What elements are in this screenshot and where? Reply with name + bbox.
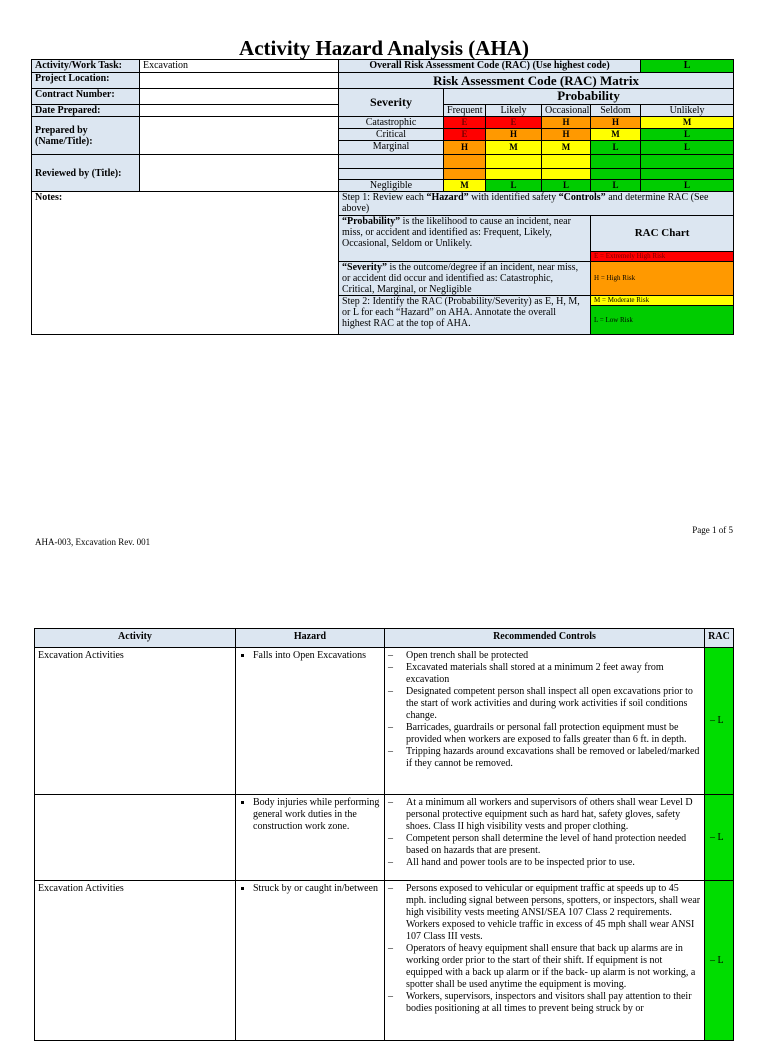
col-controls: Recommended Controls xyxy=(385,629,705,648)
overall-rac-value[interactable]: L xyxy=(641,60,734,73)
rac-cell: M xyxy=(641,117,734,129)
col-hazard: Hazard xyxy=(236,629,385,648)
table-row xyxy=(35,881,734,1041)
rac-cell: E xyxy=(444,117,486,129)
control-item: – Tripping hazards around excavations shall be removed or labeled/marked if they cannot be removed. xyxy=(406,746,701,770)
contract-value[interactable] xyxy=(140,89,339,105)
hazard-item: ▪ Struck by or caught in/between xyxy=(253,883,381,895)
table-row xyxy=(35,795,734,881)
prob-unlikely: Unlikely xyxy=(641,105,734,117)
overall-rac-label: Overall Risk Assessment Code (RAC) (Use highest code) xyxy=(339,60,641,73)
activity-cell: Excavation Activities xyxy=(35,648,236,795)
activity-cell xyxy=(35,795,236,881)
prob-seldom: Seldom xyxy=(591,105,641,117)
prepared-value[interactable] xyxy=(140,117,339,155)
rac-cell: L xyxy=(591,141,641,155)
control-item: – Operators of heavy equipment shall ensure that back up alarms are in working order prior to the start of their shift. If equipment is not equipped with a back up alarm or if the back- up alarm is not working, a spotter shall be used anytime the equipment is moving. xyxy=(406,943,701,991)
reviewed-value[interactable] xyxy=(140,155,339,192)
rac-cell: L xyxy=(486,180,542,192)
instruction-step1: Step 1: Review each “Hazard” with identified safety “Controls” and determine RAC (See above) xyxy=(339,192,734,216)
hazard-table xyxy=(34,628,734,1041)
rac-value: – L xyxy=(705,881,734,1041)
legend-high: H = High Risk xyxy=(591,262,734,296)
document-title: Activity Hazard Analysis (AHA) xyxy=(239,36,529,60)
rac-cell: H xyxy=(444,141,486,155)
probability-header: Probability xyxy=(444,89,734,105)
control-item: – Barricades, guardrails or personal fall protection equipment must be provided when workers are exposed to falls greater than 6 ft. in depth. xyxy=(406,722,701,746)
control-item: – Open trench shall be protected xyxy=(406,650,701,662)
reviewed-label: Reviewed by (Title): xyxy=(32,155,140,192)
severity-critical: Critical xyxy=(339,129,444,141)
date-value[interactable] xyxy=(140,105,339,117)
control-item: – All hand and power tools are to be inspected prior to use. xyxy=(406,857,701,869)
matrix-title: Risk Assessment Code (RAC) Matrix xyxy=(339,73,734,89)
table-row xyxy=(35,648,734,795)
activity-cell: Excavation Activities xyxy=(35,881,236,1041)
legend-low: L = Low Risk xyxy=(591,306,733,334)
control-item: – Persons exposed to vehicular or equipment traffic at speeds up to 45 mph. including signal between persons, spotters, or inspectors, shall wear high visibility vests meeting ANSI/SEA 107 Class 2 requirements. Workers exposed to vehicle traffic in excess of 45 mph shall wear ANSI 107 Class III vests. xyxy=(406,883,701,943)
activity-label: Activity/Work Task: xyxy=(32,60,140,73)
rac-cell: L xyxy=(641,141,734,155)
notes-field[interactable]: Notes: xyxy=(32,192,339,335)
prob-likely: Likely xyxy=(486,105,542,117)
prepared-label: Prepared by (Name/Title): xyxy=(32,117,140,155)
rac-cell: L xyxy=(641,129,734,141)
col-activity: Activity xyxy=(35,629,236,648)
rac-chart-label: RAC Chart xyxy=(591,216,734,252)
project-location-value[interactable] xyxy=(140,73,339,89)
rac-cell: M xyxy=(486,141,542,155)
rac-cell: H xyxy=(591,117,641,129)
severity-negligible: Negligible xyxy=(339,180,444,192)
rac-cell: E xyxy=(444,129,486,141)
date-label: Date Prepared: xyxy=(32,105,140,117)
legend-moderate: M = Moderate Risk xyxy=(591,296,733,306)
rac-cell: H xyxy=(542,117,591,129)
hazard-item: ▪ Falls into Open Excavations xyxy=(253,650,381,662)
prob-frequent: Frequent xyxy=(444,105,486,117)
control-item: – Competent person shall determine the level of hand protection needed based on hazards that are present. xyxy=(406,833,701,857)
severity-definition: “Severity” is the outcome/degree if an incident, near miss, or accident did occur and identified as: Catastrophic, Critical, Marginal, or Negligible xyxy=(339,262,591,296)
control-item: – Designated competent person shall inspect all open excavations prior to the start of work activities and during work activities if soil conditions change. xyxy=(406,686,701,722)
rac-cell: M xyxy=(591,129,641,141)
instruction-step2: Step 2: Identify the RAC (Probability/Severity) as E, H, M, or L for each “Hazard” on AHA. Annotate the overall highest RAC at the top of AHA. xyxy=(339,296,591,335)
control-item: – Excavated materials shall stored at a minimum 2 feet away from excavation xyxy=(406,662,701,686)
rac-cell: M xyxy=(542,141,591,155)
legend-extremely-high: E = Extremely High Risk xyxy=(591,252,734,262)
page-number: Page 1 of 5 xyxy=(692,525,733,535)
severity-header: Severity xyxy=(339,89,444,117)
rac-cell: H xyxy=(486,129,542,141)
rac-value: – L xyxy=(705,648,734,795)
prob-occasional: Occasional xyxy=(542,105,591,117)
control-item: – Workers, supervisors, inspectors and visitors shall pay attention to their bodies positioning at all times to prevent being struck by or xyxy=(406,991,701,1015)
rac-cell: L xyxy=(641,180,734,192)
project-location-label: Project Location: xyxy=(32,73,140,89)
rac-cell: M xyxy=(444,180,486,192)
control-item: – At a minimum all workers and supervisors of others shall wear Level D personal protective equipment such as hard hat, safety gloves, safety shoes. Class II high visibility vests and proper clothing. xyxy=(406,797,701,833)
severity-marginal: Marginal xyxy=(339,141,444,155)
hazard-item: ▪ Body injuries while performing general work duties in the construction work zone. xyxy=(253,797,381,833)
rac-cell: L xyxy=(542,180,591,192)
rac-cell: H xyxy=(542,129,591,141)
rac-value: – L xyxy=(705,795,734,881)
rac-cell: L xyxy=(591,180,641,192)
severity-catastrophic: Catastrophic xyxy=(339,117,444,129)
probability-definition: “Probability” is the likelihood to cause an incident, near miss, or accident and identified as: Frequent, Likely, Occasional, Seldom or Unlikely. xyxy=(339,216,591,262)
document-id: AHA-003, Excavation Rev. 001 xyxy=(35,537,151,547)
activity-value[interactable]: Excavation xyxy=(140,60,339,73)
aha-header-table xyxy=(31,59,734,335)
contract-label: Contract Number: xyxy=(32,89,140,105)
rac-cell: E xyxy=(486,117,542,129)
col-rac: RAC xyxy=(705,629,734,648)
